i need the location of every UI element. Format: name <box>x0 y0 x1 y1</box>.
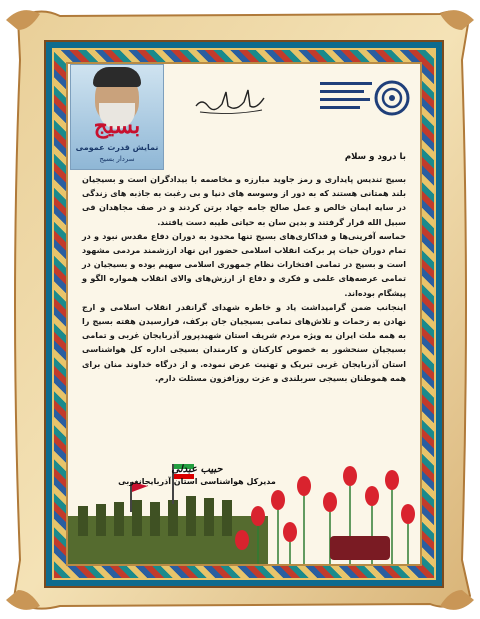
letter-body <box>82 172 406 385</box>
paragraph-1: بسیج تندیس پایداری و رمز جاوید مبارزه و مخاصمه با بیدادگران است و بسیجیان بلند همتانی هستند که به دور از وسوسه های دنیا و بی رغبت به جاذبه های زندگی در سایه ایمان خالص و عمل صالح جامه جهاد برتن کردند و در صف مجاهدان فی سبیل الله قرار گرفتند و بدین سان به حیاتی طیبه دست یافتند. <box>82 174 406 227</box>
signature-block <box>82 464 312 486</box>
paragraph-2: حماسه آفرینی‌ها و فداکاری‌های بسیج تنها محدود به دوران دفاع مقدس نبود و در تمام دوران حیات پر برکت انقلاب اسلامی حضور این نهاد ارزشمند مردمی مشهود است و بسیج در تمامی افتخارات نظام جمهوری اسلامی سهیم بوده و بسیجیان در تمامی عرصه‌های علمی و فکری و دفاع از ارزش‌های والای انقلاب همواره الگو و پیشگام بوده‌اند. <box>82 230 406 298</box>
basmala-calligraphy <box>192 84 268 118</box>
meteorology-logo <box>318 72 410 142</box>
signer-title: مدیرکل هواشناسی استان آذربایجانغربی <box>118 477 276 486</box>
banner-subtitle-1: نمایش قدرت عمومی <box>75 143 159 152</box>
greeting: با درود و سلام <box>344 152 406 162</box>
banner-title: بسیج <box>93 113 141 139</box>
signer-name: حبیب عبدلی <box>171 464 223 475</box>
portrait-turban <box>93 67 141 87</box>
paragraph-3: اینجانب ضمن گرامیداشت یاد و خاطره شهدای گرانقدر انقلاب اسلامی و ارج نهادن به زحمات و تلاش‌های تمامی بسیجیان جان برکف، فرارسیدن هفته بسیج را به همه ملت ایران به ویژه مردم شریف استان شهیدپرور آذربایجان غربی و تمامی بسیجیان سنحشور به خصوص کارکنان و کارمندان بسیجی اداره کل هواشناسی استان آذربایجان غربی تبریک و تهنیت عرض نموده. و از درگاه خداوند منان برای همه هموطنان بسیجی سربلندی و عزت روزافزون مسئلت دارم. <box>82 301 406 383</box>
banner-subtitle-2: سردار بسیج <box>99 155 135 163</box>
